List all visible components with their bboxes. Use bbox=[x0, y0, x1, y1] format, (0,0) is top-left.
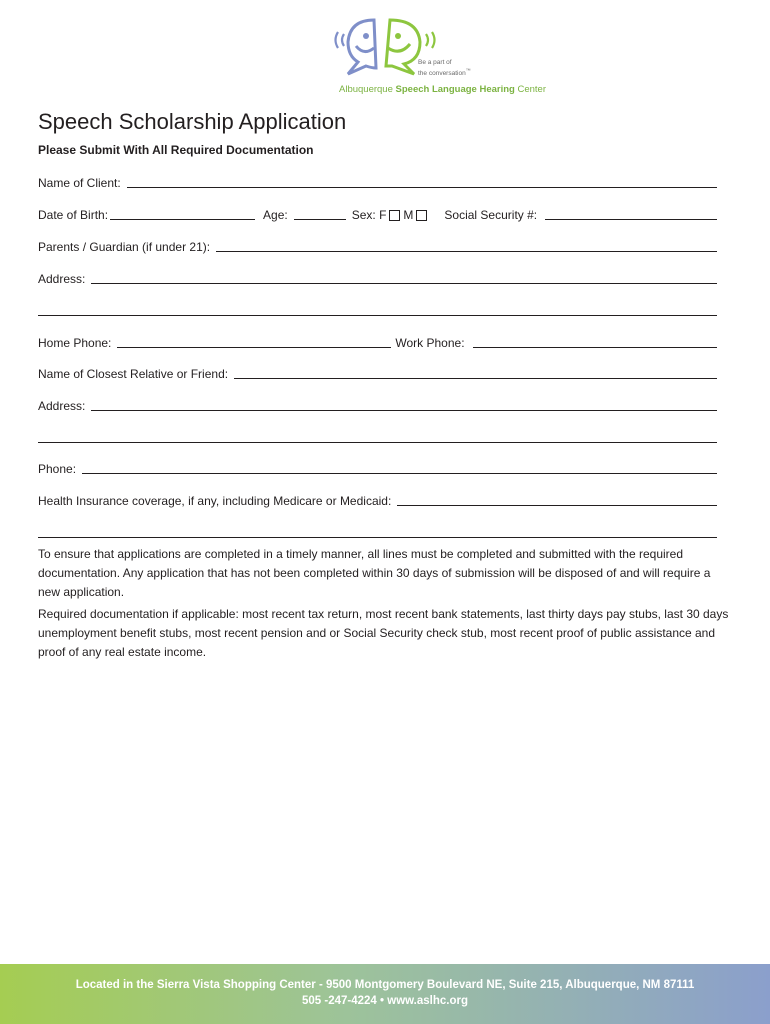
dob-row bbox=[38, 204, 717, 222]
sex-m-label: M bbox=[403, 208, 414, 222]
relative-address-line-2-field[interactable] bbox=[38, 429, 717, 443]
footer-address: Located in the Sierra Vista Shopping Center - 9500 Montgomery Boulevard NE, Suite 215, Albuquerque, NM 87111 bbox=[75, 979, 695, 991]
relative-address-line-2-row bbox=[38, 427, 717, 445]
work-phone-field[interactable] bbox=[473, 334, 717, 348]
client-name-field[interactable] bbox=[127, 174, 717, 188]
ssn-label: Social Security #: bbox=[444, 208, 538, 222]
work-phone-label: Work Phone: bbox=[395, 336, 465, 350]
sex-f-checkbox[interactable] bbox=[389, 210, 400, 221]
address-row bbox=[38, 268, 717, 286]
parents-row bbox=[38, 236, 717, 254]
page-subtitle: Please Submit With All Required Documentation bbox=[38, 143, 314, 157]
address-label: Address: bbox=[38, 272, 86, 286]
relative-phone-row bbox=[38, 458, 717, 476]
relative-row bbox=[38, 363, 717, 381]
completion-notice: To ensure that applications are completed in a timely manner, all lines must be completed and submitted with the required documentation. Any application that has not been completed within 30 days of submission will be disposed of and will require a new application. bbox=[38, 547, 711, 599]
footer-contact: 505 -247-4224 • www.aslhc.org bbox=[302, 995, 468, 1007]
relative-label: Name of Closest Relative or Friend: bbox=[38, 367, 229, 381]
sex-m-checkbox[interactable] bbox=[416, 210, 427, 221]
address-line-2-field[interactable] bbox=[38, 302, 717, 316]
page-title: Speech Scholarship Application bbox=[38, 109, 347, 134]
required-documentation: Required documentation if applicable: most recent tax return, most recent bank statements, last thirty days pay stubs, last 30 days unemployment benefit stubs, most recent pension and or Social Security check stub, most recent proof of public assistance and proof of any real estate income. bbox=[38, 607, 729, 659]
ssn-field[interactable] bbox=[545, 206, 717, 220]
org-name: Albuquerque Speech Language Hearing Center bbox=[339, 84, 546, 95]
home-phone-field[interactable] bbox=[117, 334, 391, 348]
sex-label: Sex: F bbox=[351, 208, 387, 222]
relative-phone-label: Phone: bbox=[38, 462, 77, 476]
relative-address-field[interactable] bbox=[91, 397, 717, 411]
client-name-label: Name of Client: bbox=[38, 176, 121, 190]
insurance-line-2-field[interactable] bbox=[38, 524, 717, 538]
phone-row bbox=[38, 332, 717, 350]
insurance-field[interactable] bbox=[397, 492, 717, 506]
parents-field[interactable] bbox=[216, 238, 717, 252]
relative-field[interactable] bbox=[234, 365, 717, 379]
home-phone-label: Home Phone: bbox=[38, 336, 112, 350]
insurance-label: Health Insurance coverage, if any, including Medicare or Medicaid: bbox=[38, 494, 392, 508]
age-label: Age: bbox=[263, 208, 288, 222]
footer bbox=[0, 964, 770, 1024]
insurance-line-2-row bbox=[38, 522, 717, 540]
dob-label: Date of Birth: bbox=[38, 208, 109, 222]
tagline: Be a part of the conversation™ bbox=[418, 59, 471, 78]
dob-field[interactable] bbox=[110, 206, 255, 220]
relative-address-row bbox=[38, 395, 717, 413]
client-name-row bbox=[38, 172, 717, 190]
header-logo bbox=[0, 10, 770, 100]
address-field[interactable] bbox=[91, 270, 717, 284]
address-line-2-row bbox=[38, 300, 717, 318]
age-field[interactable] bbox=[294, 206, 346, 220]
parents-label: Parents / Guardian (if under 21): bbox=[38, 240, 211, 254]
relative-phone-field[interactable] bbox=[82, 460, 717, 474]
relative-address-label: Address: bbox=[38, 399, 86, 413]
insurance-row bbox=[38, 490, 717, 508]
